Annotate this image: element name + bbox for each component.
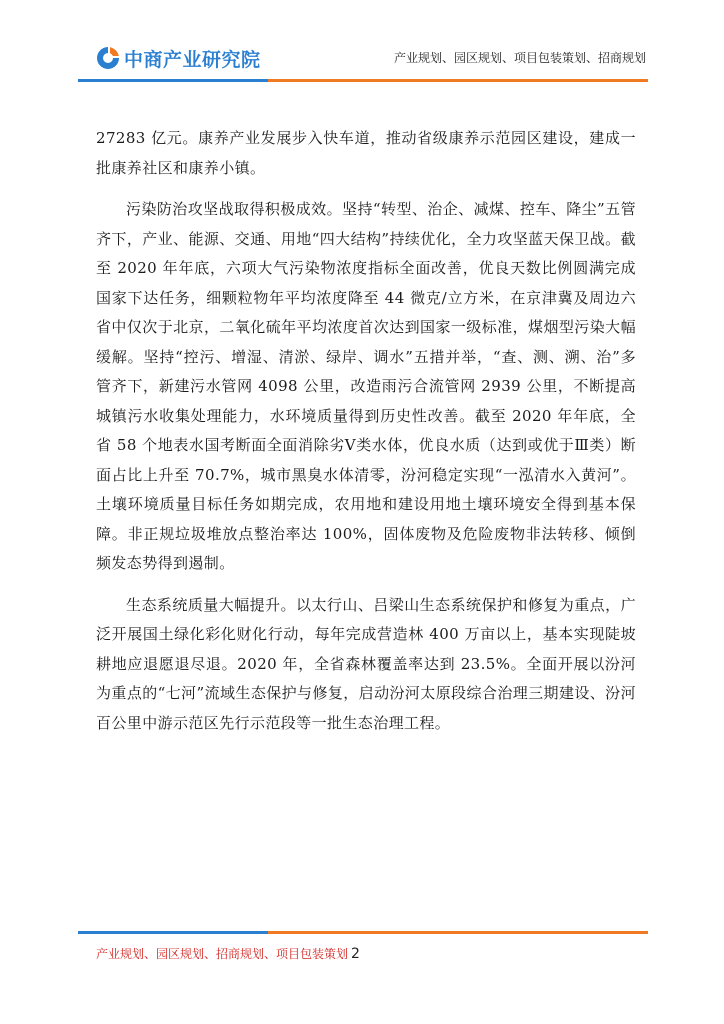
- paragraph-ecosystem-quality: 生态系统质量大幅提升。以太行山、吕梁山生态系统保护和修复为重点，广泛开展国土绿化彩化财化行动，每年完成营造林 400 万亩以上，基本实现陡坡耕地应退愿退尽退。2020 年，全省森林覆盖率达到 23.5%。全面开展以汾河为重点的“七河”流域生态保护与修复，启动汾河太原段综合治理三期建设、汾河百公里中游示范区先行示范段等一批生态治理工程。: [96, 595, 636, 732]
- footer-rule-orange: [268, 931, 648, 934]
- page-footer: [96, 945, 360, 962]
- document-body: [96, 124, 636, 750]
- footer-tagline: 产业规划、园区规划、招商规划、项目包装策划: [96, 947, 349, 961]
- company-logo: [95, 44, 261, 72]
- page-number: 2: [351, 946, 360, 962]
- paragraph-pollution-control: 污染防治攻坚战取得积极成效。坚持“转型、治企、减煤、控车、降尘”五管齐下，产业、能源、交通、用地“四大结构”持续优化，全力攻坚蓝天保卫战。截至 2020 年年底，六项大气污染物浓度指标全面改善，优良天数比例圆满完成国家下达任务，细颗粒物年平均浓度降至 44 微克/立方米，在京津冀及周边六省中仅次于北京，二氧化硫年平均浓度首次达到国家一级标准，煤烟型污染大幅缓解。坚持“控污、增湿、清淤、绿岸、调水”五措并举，“查、测、溯、治”多管齐下，新建污水管网 4098 公里，改造雨污合流管网 2939 公里，不断提高城镇污水收集处理能力，水环境质量得到历史性改善。截至 2020 年年底，全省 58 个地表水国考断面全面消除劣Ⅴ类水体，优良水质（达到或优于Ⅲ类）断面占比上升至 70.7%，城市黑臭水体清零，汾河稳定实现“一泓清水入黄河”。土壤环境质量目标任务如期完成，农用地和建设用地土壤环境安全得到基本保障。非正规垃圾堆放点整治率达 100%，固体废物及危险废物非法转移、倾倒频发态势得到遏制。: [96, 200, 636, 572]
- paragraph-continuation: 27283 亿元。康养产业发展步入快车道，推动省级康养示范园区建设，建成一批康养社区和康养小镇。: [96, 129, 636, 177]
- header-tagline: 产业规划、园区规划、项目包装策划、招商规划: [393, 51, 646, 65]
- logo-text: 中商产业研究院: [124, 48, 261, 71]
- header-rule-blue: [78, 79, 268, 82]
- header-rule-orange: [268, 79, 648, 82]
- page-header: [0, 0, 724, 86]
- footer-rule-blue: [78, 931, 268, 934]
- logo-mark-icon: [95, 45, 121, 71]
